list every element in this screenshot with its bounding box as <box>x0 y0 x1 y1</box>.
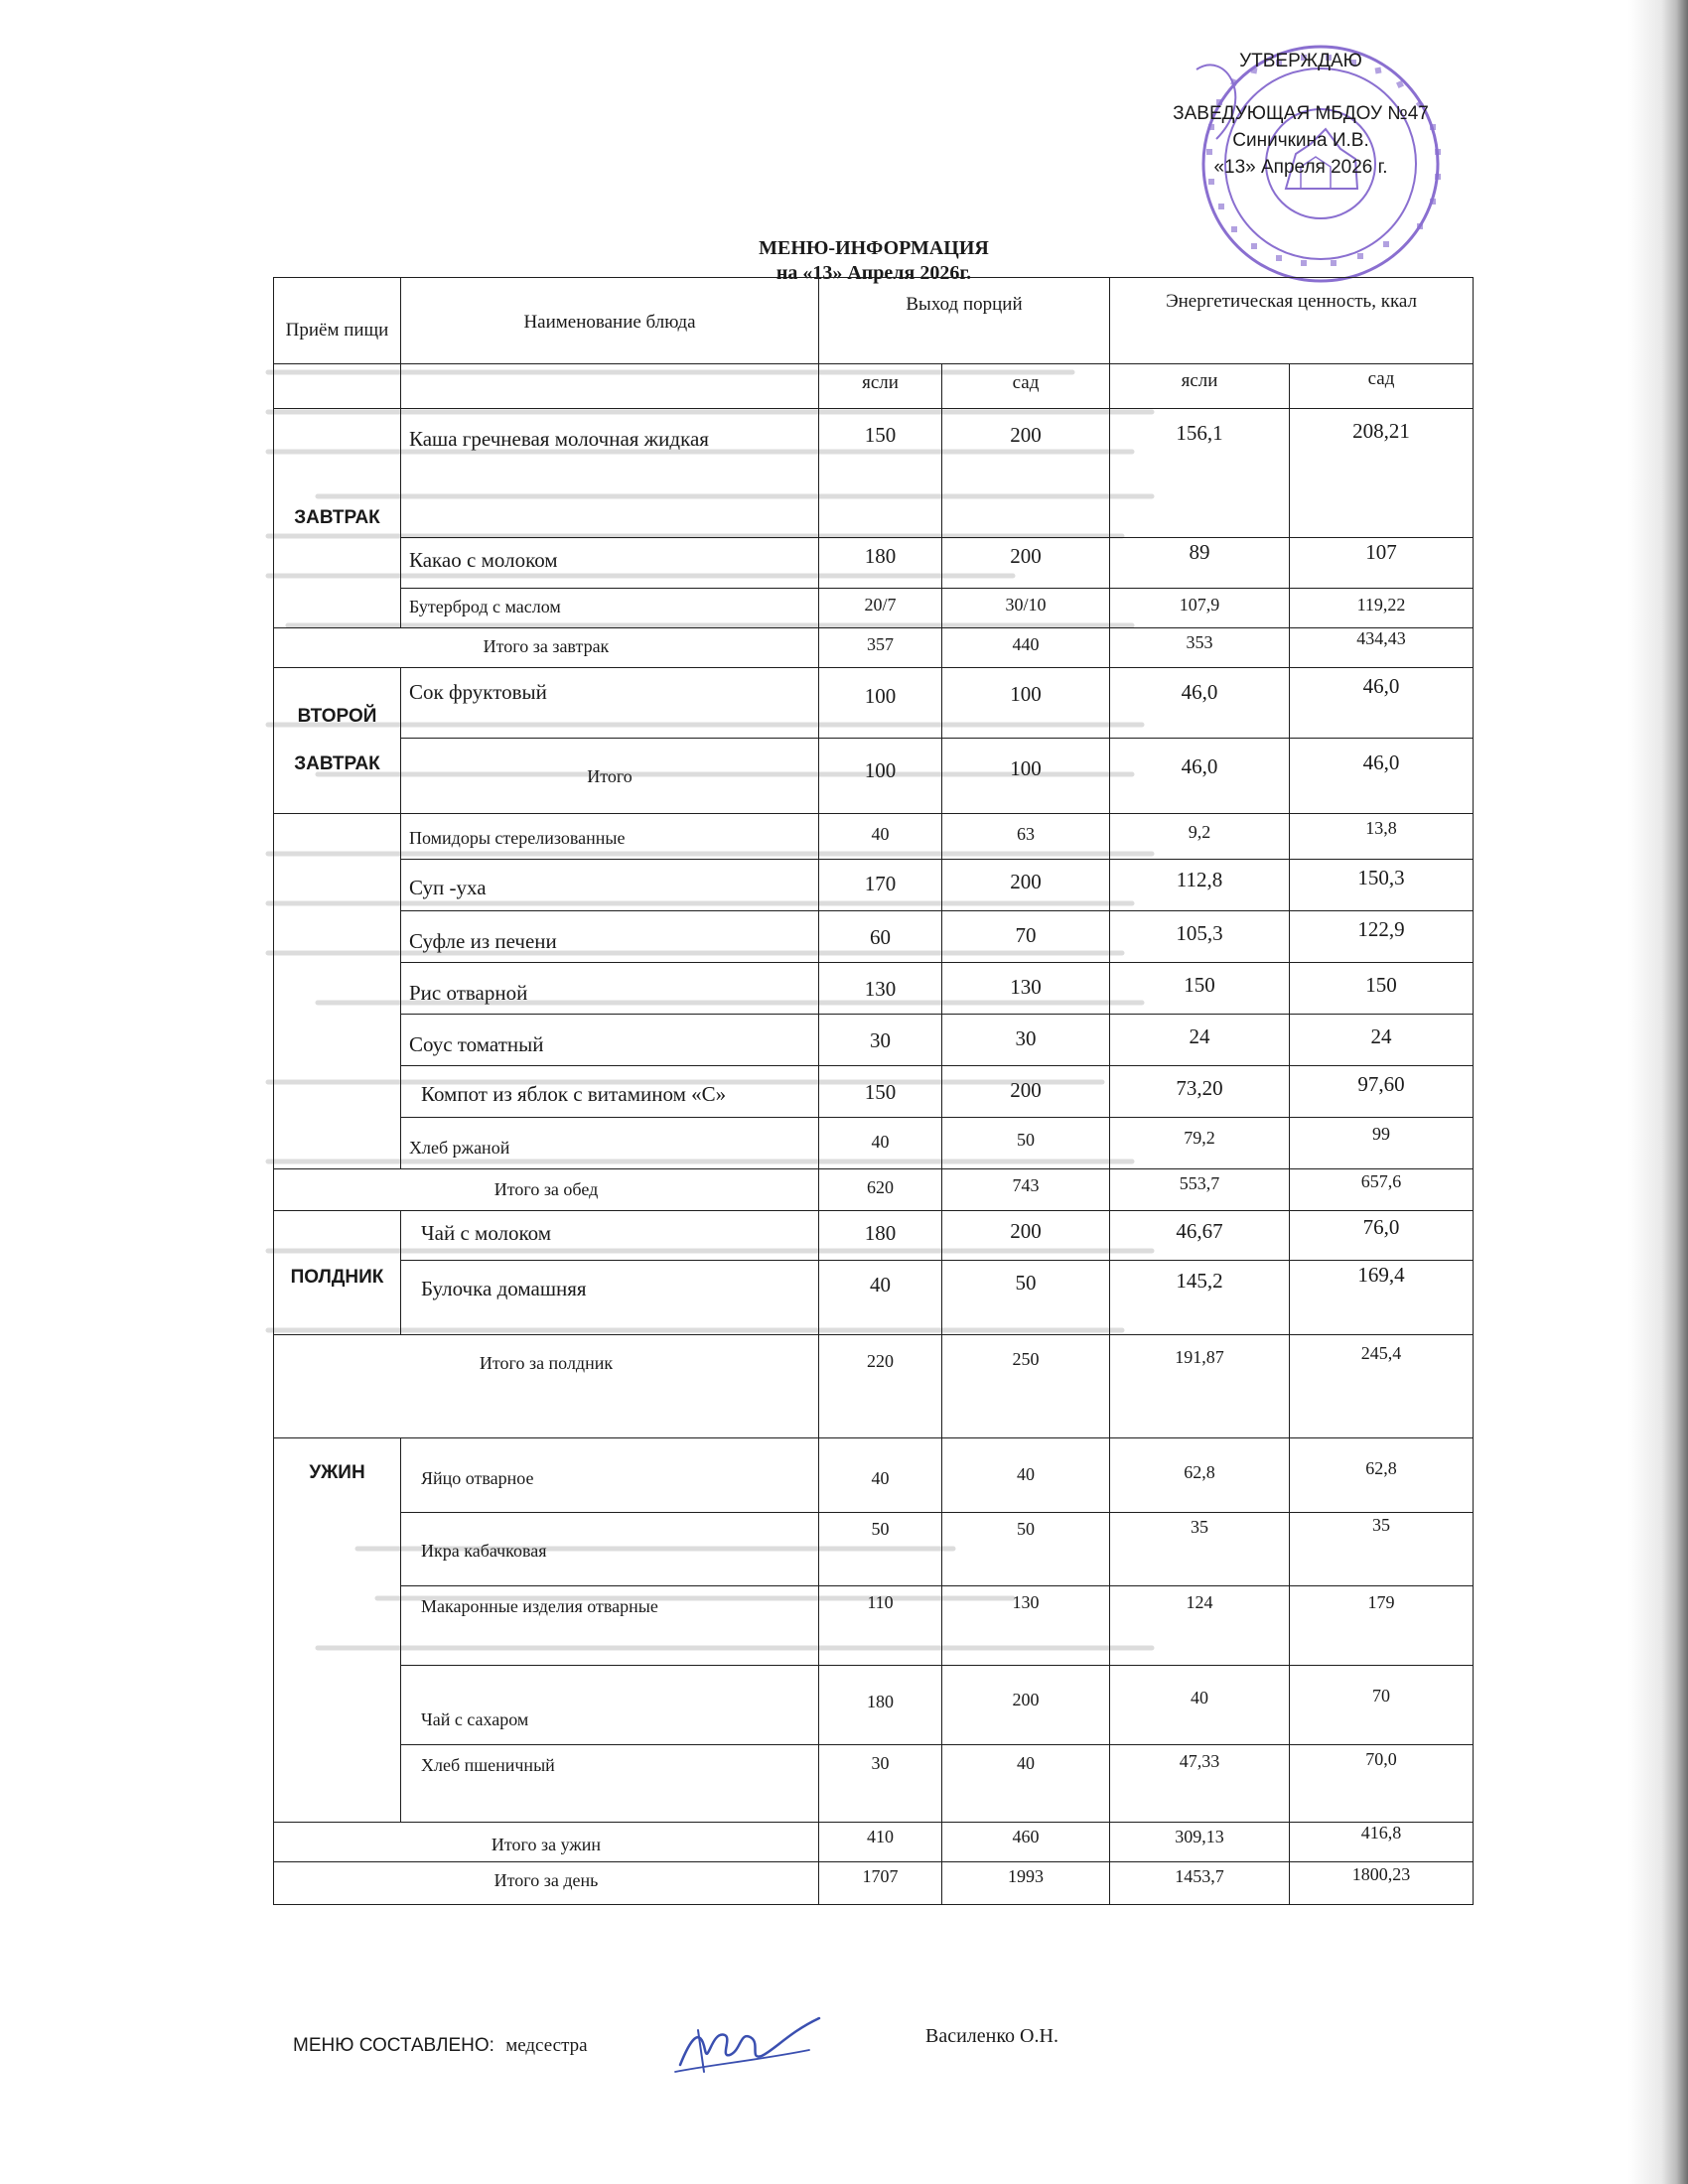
table-row <box>274 1066 1474 1118</box>
portion-nursery: 100 <box>819 668 942 739</box>
footer-label: МЕНЮ СОСТАВЛЕНО: <box>293 2035 494 2056</box>
subtotal-label: Итого за полдник <box>274 1335 819 1438</box>
portion-kindergarten: 40 <box>942 1745 1110 1823</box>
portion-nursery: 110 <box>819 1586 942 1666</box>
energy-nursery: 553,7 <box>1110 1169 1290 1211</box>
approval-date: «13» Апреля 2026 г. <box>1213 157 1388 178</box>
table-row <box>274 860 1474 911</box>
energy-nursery: 124 <box>1110 1586 1290 1666</box>
portion-nursery: 180 <box>819 1211 942 1261</box>
energy-nursery: 150 <box>1110 963 1290 1015</box>
meal-snack: ПОЛДНИК <box>274 1211 401 1335</box>
header-portion: Выход порций <box>819 278 1110 364</box>
table-row <box>274 911 1474 963</box>
subheader-portion-kindergarten: сад <box>942 364 1110 409</box>
energy-nursery: 40 <box>1110 1666 1290 1745</box>
portion-kindergarten: 743 <box>942 1169 1110 1211</box>
portion-nursery: 40 <box>819 1438 942 1513</box>
subheader-portion-nursery: ясли <box>819 364 942 409</box>
portion-nursery: 40 <box>819 1261 942 1335</box>
table-row <box>274 1118 1474 1169</box>
portion-nursery: 30 <box>819 1015 942 1066</box>
portion-kindergarten: 130 <box>942 1586 1110 1666</box>
energy-nursery: 353 <box>1110 628 1290 668</box>
table-row <box>274 1211 1474 1261</box>
portion-nursery: 50 <box>819 1513 942 1586</box>
footer-role: медсестра <box>505 2035 588 2056</box>
energy-kindergarten: 1800,23 <box>1290 1862 1474 1905</box>
energy-nursery: 9,2 <box>1110 814 1290 860</box>
dish-name: Булочка домашняя <box>401 1261 819 1335</box>
portion-kindergarten: 1993 <box>942 1862 1110 1905</box>
portion-nursery: 1707 <box>819 1862 942 1905</box>
title-date: на «13» Апреля 2026г. <box>775 262 972 284</box>
table-row <box>274 589 1474 628</box>
dish-name: Компот из яблок с витамином «С» <box>401 1066 819 1118</box>
table-row <box>274 814 1474 860</box>
energy-kindergarten: 76,0 <box>1290 1211 1474 1261</box>
subtotal-row <box>274 628 1474 668</box>
title-main: МЕНЮ-ИНФОРМАЦИЯ <box>759 237 989 259</box>
portion-kindergarten: 460 <box>942 1823 1110 1862</box>
energy-kindergarten: 46,0 <box>1290 668 1474 739</box>
energy-nursery: 47,33 <box>1110 1745 1290 1823</box>
approval-heading: УТВЕРЖДАЮ <box>1239 51 1362 71</box>
energy-nursery: 62,8 <box>1110 1438 1290 1513</box>
portion-kindergarten: 30/10 <box>942 589 1110 628</box>
portion-kindergarten: 200 <box>942 1211 1110 1261</box>
portion-kindergarten: 50 <box>942 1513 1110 1586</box>
table-row <box>274 1015 1474 1066</box>
energy-kindergarten: 416,8 <box>1290 1823 1474 1862</box>
dish-name: Икра кабачковая <box>401 1513 819 1586</box>
subtotal-label: Итого за обед <box>274 1169 819 1211</box>
portion-kindergarten: 130 <box>942 963 1110 1015</box>
portion-kindergarten: 40 <box>942 1438 1110 1513</box>
energy-kindergarten: 107 <box>1290 538 1474 589</box>
portion-nursery: 170 <box>819 860 942 911</box>
dish-name: Суп -уха <box>401 860 819 911</box>
portion-nursery: 40 <box>819 814 942 860</box>
energy-kindergarten: 46,0 <box>1290 739 1474 814</box>
energy-kindergarten: 24 <box>1290 1015 1474 1066</box>
energy-kindergarten: 179 <box>1290 1586 1474 1666</box>
portion-nursery: 410 <box>819 1823 942 1862</box>
dish-name: Чай с молоком <box>401 1211 819 1261</box>
subheader-energy-nursery: ясли <box>1110 364 1290 409</box>
portion-kindergarten: 200 <box>942 409 1110 538</box>
table-row <box>274 1586 1474 1666</box>
energy-nursery: 309,13 <box>1110 1823 1290 1862</box>
dish-name: Чай с сахаром <box>401 1666 819 1745</box>
energy-nursery: 46,0 <box>1110 739 1290 814</box>
footer-compiled-by <box>293 2035 588 2057</box>
energy-kindergarten: 657,6 <box>1290 1169 1474 1211</box>
dish-name: Суфле из печени <box>401 911 819 963</box>
dish-name: Каша гречневая молочная жидкая <box>401 409 819 538</box>
portion-kindergarten: 440 <box>942 628 1110 668</box>
table-row <box>274 1745 1474 1823</box>
table-row <box>274 1261 1474 1335</box>
dish-name: Помидоры стерелизованные <box>401 814 819 860</box>
portion-kindergarten: 50 <box>942 1261 1110 1335</box>
energy-nursery: 145,2 <box>1110 1261 1290 1335</box>
table-row <box>274 538 1474 589</box>
energy-kindergarten: 35 <box>1290 1513 1474 1586</box>
menu-table <box>273 277 1474 1905</box>
subtotal-label: Итого за завтрак <box>274 628 819 668</box>
energy-kindergarten: 70,0 <box>1290 1745 1474 1823</box>
energy-nursery: 112,8 <box>1110 860 1290 911</box>
approval-block <box>1142 48 1460 181</box>
portion-nursery: 40 <box>819 1118 942 1169</box>
portion-nursery: 20/7 <box>819 589 942 628</box>
portion-nursery: 130 <box>819 963 942 1015</box>
table-row <box>274 668 1474 739</box>
portion-nursery: 30 <box>819 1745 942 1823</box>
energy-kindergarten: 62,8 <box>1290 1438 1474 1513</box>
subtotal-row <box>274 1335 1474 1438</box>
dish-name: Хлеб пшеничный <box>401 1745 819 1823</box>
subtotal-row <box>274 1823 1474 1862</box>
meal-breakfast: ЗАВТРАК <box>274 409 401 628</box>
dish-name: Макаронные изделия отварные <box>401 1586 819 1666</box>
handwritten-signature <box>670 2010 829 2080</box>
portion-nursery: 150 <box>819 1066 942 1118</box>
portion-kindergarten: 200 <box>942 1066 1110 1118</box>
dish-name: Рис отварной <box>401 963 819 1015</box>
energy-nursery: 73,20 <box>1110 1066 1290 1118</box>
dish-name: Хлеб ржаной <box>401 1118 819 1169</box>
energy-kindergarten: 122,9 <box>1290 911 1474 963</box>
approval-position: ЗАВЕДУЮЩАЯ МБДОУ №47 <box>1173 103 1429 124</box>
dish-name: Яйцо отварное <box>401 1438 819 1513</box>
footer-nurse-name: Василенко О.Н. <box>925 2025 1058 2047</box>
energy-nursery: 191,87 <box>1110 1335 1290 1438</box>
portion-nursery: 220 <box>819 1335 942 1438</box>
meal-dinner: УЖИН <box>274 1438 401 1823</box>
energy-nursery: 79,2 <box>1110 1118 1290 1169</box>
total-day-row <box>274 1862 1474 1905</box>
header-meal: Приём пищи <box>274 278 401 364</box>
energy-kindergarten: 169,4 <box>1290 1261 1474 1335</box>
energy-kindergarten: 245,4 <box>1290 1335 1474 1438</box>
subheader-empty-dish <box>401 364 819 409</box>
portion-kindergarten: 100 <box>942 668 1110 739</box>
portion-nursery: 150 <box>819 409 942 538</box>
header-dish: Наименование блюда <box>401 278 819 364</box>
table-row <box>274 1438 1474 1513</box>
energy-kindergarten: 434,43 <box>1290 628 1474 668</box>
portion-nursery: 620 <box>819 1169 942 1211</box>
portion-kindergarten: 50 <box>942 1118 1110 1169</box>
dish-name: Какао с молоком <box>401 538 819 589</box>
table-header-row <box>274 278 1474 364</box>
portion-kindergarten: 250 <box>942 1335 1110 1438</box>
portion-nursery: 180 <box>819 1666 942 1745</box>
meal-second-breakfast-line1: ВТОРОЙ <box>297 706 377 727</box>
energy-nursery: 1453,7 <box>1110 1862 1290 1905</box>
portion-kindergarten: 200 <box>942 860 1110 911</box>
energy-kindergarten: 150,3 <box>1290 860 1474 911</box>
table-row <box>274 409 1474 538</box>
subtotal-label: Итого <box>401 739 819 814</box>
portion-kindergarten: 200 <box>942 1666 1110 1745</box>
portion-kindergarten: 30 <box>942 1015 1110 1066</box>
portion-kindergarten: 63 <box>942 814 1110 860</box>
portion-nursery: 357 <box>819 628 942 668</box>
energy-kindergarten: 119,22 <box>1290 589 1474 628</box>
meal-lunch-cell <box>274 814 401 1169</box>
table-row <box>274 1666 1474 1745</box>
subheader-energy-kindergarten: сад <box>1290 364 1474 409</box>
total-day-label: Итого за день <box>274 1862 819 1905</box>
energy-kindergarten: 99 <box>1290 1118 1474 1169</box>
dish-name: Сок фруктовый <box>401 668 819 739</box>
energy-nursery: 24 <box>1110 1015 1290 1066</box>
energy-nursery: 46,0 <box>1110 668 1290 739</box>
subheader-row <box>274 364 1474 409</box>
energy-kindergarten: 70 <box>1290 1666 1474 1745</box>
portion-nursery: 180 <box>819 538 942 589</box>
energy-kindergarten: 97,60 <box>1290 1066 1474 1118</box>
energy-nursery: 46,67 <box>1110 1211 1290 1261</box>
energy-kindergarten: 150 <box>1290 963 1474 1015</box>
energy-nursery: 89 <box>1110 538 1290 589</box>
header-energy: Энергетическая ценность, ккал <box>1110 278 1474 364</box>
table-row <box>274 1513 1474 1586</box>
energy-nursery: 107,9 <box>1110 589 1290 628</box>
subtotal-row <box>274 1169 1474 1211</box>
dish-name: Соус томатный <box>401 1015 819 1066</box>
portion-kindergarten: 70 <box>942 911 1110 963</box>
dish-name: Бутерброд с маслом <box>401 589 819 628</box>
portion-kindergarten: 200 <box>942 538 1110 589</box>
meal-second-breakfast <box>274 668 401 814</box>
energy-nursery: 105,3 <box>1110 911 1290 963</box>
energy-nursery: 35 <box>1110 1513 1290 1586</box>
meal-second-breakfast-line2: ЗАВТРАК <box>294 753 380 774</box>
energy-kindergarten: 208,21 <box>1290 409 1474 538</box>
approval-signatory: Синичкина И.В. <box>1232 130 1369 151</box>
subtotal-label: Итого за ужин <box>274 1823 819 1862</box>
portion-nursery: 60 <box>819 911 942 963</box>
table-row <box>274 963 1474 1015</box>
energy-kindergarten: 13,8 <box>1290 814 1474 860</box>
energy-nursery: 156,1 <box>1110 409 1290 538</box>
subtotal-row <box>274 739 1474 814</box>
subheader-empty-meal <box>274 364 401 409</box>
scan-edge-shadow <box>1628 0 1688 2184</box>
portion-nursery: 100 <box>819 739 942 814</box>
portion-kindergarten: 100 <box>942 739 1110 814</box>
